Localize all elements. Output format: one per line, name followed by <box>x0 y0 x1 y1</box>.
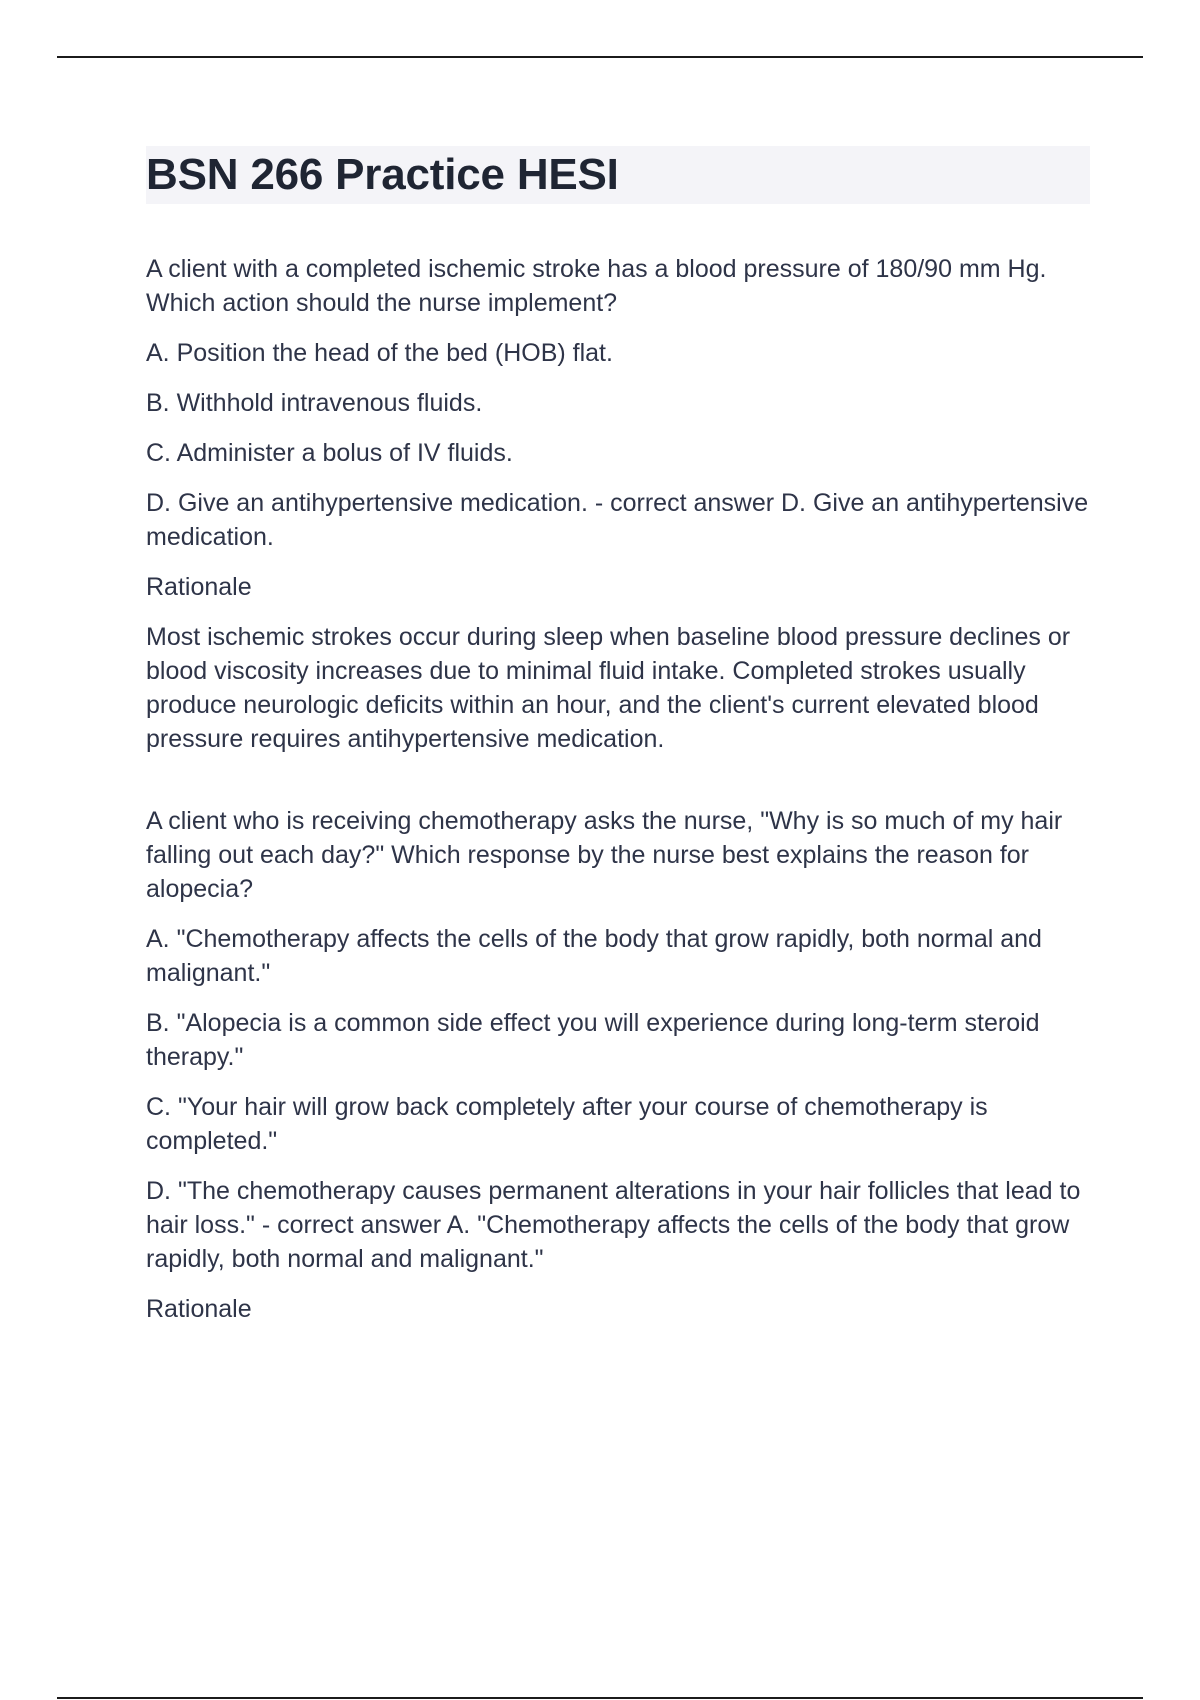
document-body <box>146 146 1090 1342</box>
answer-option-b: B. "Alopecia is a common side effect you will experience during long-term steroid therapy." <box>146 1009 1040 1071</box>
page-title: BSN 266 Practice HESI <box>146 150 619 199</box>
answer-option-c: C. "Your hair will grow back completely after your course of chemotherapy is completed." <box>146 1093 988 1155</box>
title-band <box>146 146 1090 204</box>
question-stem: A client with a completed ischemic stroke has a blood pressure of 180/90 mm Hg. Which action should the nurse implement? <box>146 255 1047 317</box>
answer-option-b: B. Withhold intravenous fluids. <box>146 389 483 417</box>
answer-option-d: D. "The chemotherapy causes permanent alterations in your hair follicles that lead to hair loss." - correct answer A. "Chemotherapy affects the cells of the body that grow rapidly, both normal and malignant." <box>146 1177 1081 1273</box>
top-divider <box>57 56 1143 58</box>
rationale-label: Rationale <box>146 573 252 601</box>
question-stem: A client who is receiving chemotherapy asks the nurse, "Why is so much of my hair falling out each day?" Which response by the nurse best explains the reason for alopecia? <box>146 807 1063 903</box>
answer-option-c: C. Administer a bolus of IV fluids. <box>146 439 513 467</box>
rationale-text: Most ischemic strokes occur during sleep when baseline blood pressure declines or blood viscosity increases due to minimal fluid intake. Completed strokes usually produce neurologic deficits within an hour, and the client's current elevated blood pressure requires antihypertensive medication. <box>146 623 1071 753</box>
bottom-divider <box>57 1697 1143 1699</box>
question-block-2 <box>146 804 1090 1326</box>
answer-option-d: D. Give an antihypertensive medication. - correct answer D. Give an antihypertensive medication. <box>146 489 1089 551</box>
answer-option-a: A. "Chemotherapy affects the cells of the body that grow rapidly, both normal and malignant." <box>146 925 1042 987</box>
rationale-label: Rationale <box>146 1295 252 1323</box>
answer-option-a: A. Position the head of the bed (HOB) flat. <box>146 339 613 367</box>
question-block-1 <box>146 252 1090 756</box>
